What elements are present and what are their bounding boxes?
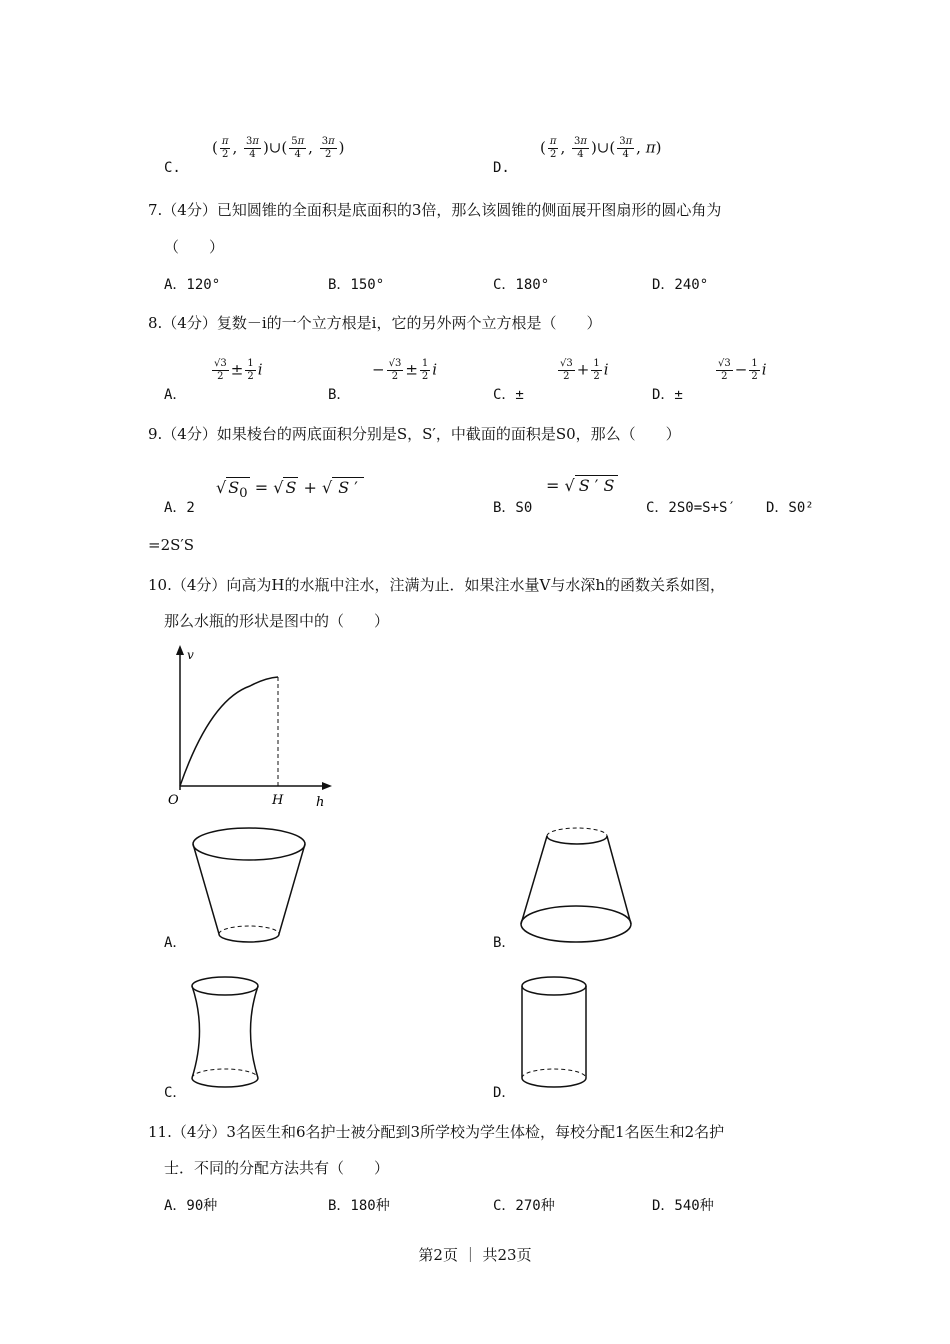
q11-option-d: D．540种	[652, 1198, 714, 1214]
q9-option-b-expr: = √ S ′ S	[546, 476, 618, 495]
q10-option-c-label: C．	[164, 1085, 187, 1101]
q8-option-c-expr: $\frac{√3}{2}$ + $\frac{1}{2}$ i	[560, 358, 609, 382]
graph-o-label: O	[168, 793, 179, 808]
q6-option-d-label: D.	[493, 160, 510, 176]
q10-bottle-d-figure	[518, 972, 593, 1097]
q11-stem-line2: 士．不同的分配方法共有（ ）	[164, 1159, 390, 1177]
q10-option-b-label: B．	[493, 935, 516, 951]
graph-x-arrow	[322, 782, 332, 790]
q11-option-a: A．90种	[164, 1198, 218, 1214]
q11-stem-line1: 11.（4分）3名医生和6名护士被分配到3所学校为学生体检，每校分配1名医生和2名护	[148, 1123, 725, 1141]
q11-option-b: B．180种	[328, 1198, 390, 1214]
q6-option-d-expr: ( $\frac{\pi}{2}$ , $\frac{3\pi}{4}$ )∪( $\frac{3\pi}{4}$ , π)	[540, 136, 662, 160]
q11-option-c: C．270种	[493, 1198, 555, 1214]
q9-option-a-label: A．2	[164, 500, 195, 516]
q8-option-a-label: A．	[164, 387, 187, 403]
graph-h-label: h	[316, 795, 325, 810]
q7-option-c: C．180°	[493, 277, 550, 293]
q10-option-a-label: A．	[164, 935, 187, 951]
graph-curve	[180, 677, 278, 786]
graph-y-arrow	[176, 645, 184, 655]
q6-option-c-label: C.	[164, 160, 181, 176]
page-footer: 第2页 ｜ 共23页	[418, 1246, 532, 1264]
q7-option-b: B．150°	[328, 277, 385, 293]
q9-option-c: C．2S0=S+S′	[646, 500, 736, 516]
q8-option-b-label: B．	[328, 387, 351, 403]
q7-option-d: D．240°	[652, 277, 709, 293]
q9-stem: 9.（4分）如果棱台的两底面积分别是S，S′，中截面的面积是S0，那么（ ）	[148, 425, 681, 443]
q10-bottle-c-figure	[187, 972, 267, 1097]
q8-option-d-expr: $\frac{√3}{2}$ − $\frac{1}{2}$ i	[718, 358, 767, 382]
graph-v-label: v	[187, 648, 194, 662]
q8-stem: 8.（4分）复数－i的一个立方根是i，它的另外两个立方根是（ ）	[148, 314, 602, 332]
q9-option-d-continued: =2S′S	[148, 536, 195, 554]
q10-stem-line1: 10.（4分）向高为H的水瓶中注水，注满为止．如果注水量V与水深h的函数关系如图，	[148, 576, 725, 594]
q9-option-a-expr: √ $S_0$ = √ S + √ S ′	[216, 478, 364, 501]
q10-bottle-b-figure	[517, 822, 637, 952]
q8-option-b-expr: − $\frac{√3}{2}$ ± $\frac{1}{2}$ i	[372, 358, 438, 382]
q10-stem-line2: 那么水瓶的形状是图中的（ ）	[164, 612, 390, 630]
q10-option-d-label: D．	[493, 1085, 516, 1101]
graph-h-mark: H	[272, 793, 284, 808]
q6-option-c-expr: ( $\frac{\pi}{2}$ , $\frac{3\pi}{4}$ )∪( $\frac{5\pi}{4}$ , $\frac{3\pi}{2}$ )	[212, 136, 345, 160]
q10-bottle-a-figure	[185, 822, 315, 952]
q8-option-a-expr: $\frac{√3}{2}$ ± $\frac{1}{2}$ i	[214, 358, 263, 382]
q7-blank: （ ）	[164, 238, 225, 256]
q8-option-d-label: D．±	[652, 387, 683, 403]
q7-option-a: A．120°	[164, 277, 221, 293]
q9-option-b-label: B．S0	[493, 500, 533, 516]
q7-stem: 7.（4分）已知圆锥的全面积是底面积的3倍，那么该圆锥的侧面展开图扇形的圆心角为	[148, 201, 722, 219]
q9-option-d: D．S0²	[766, 500, 814, 516]
q10-volume-depth-graph	[160, 640, 340, 815]
q8-option-c-label: C．±	[493, 387, 524, 403]
